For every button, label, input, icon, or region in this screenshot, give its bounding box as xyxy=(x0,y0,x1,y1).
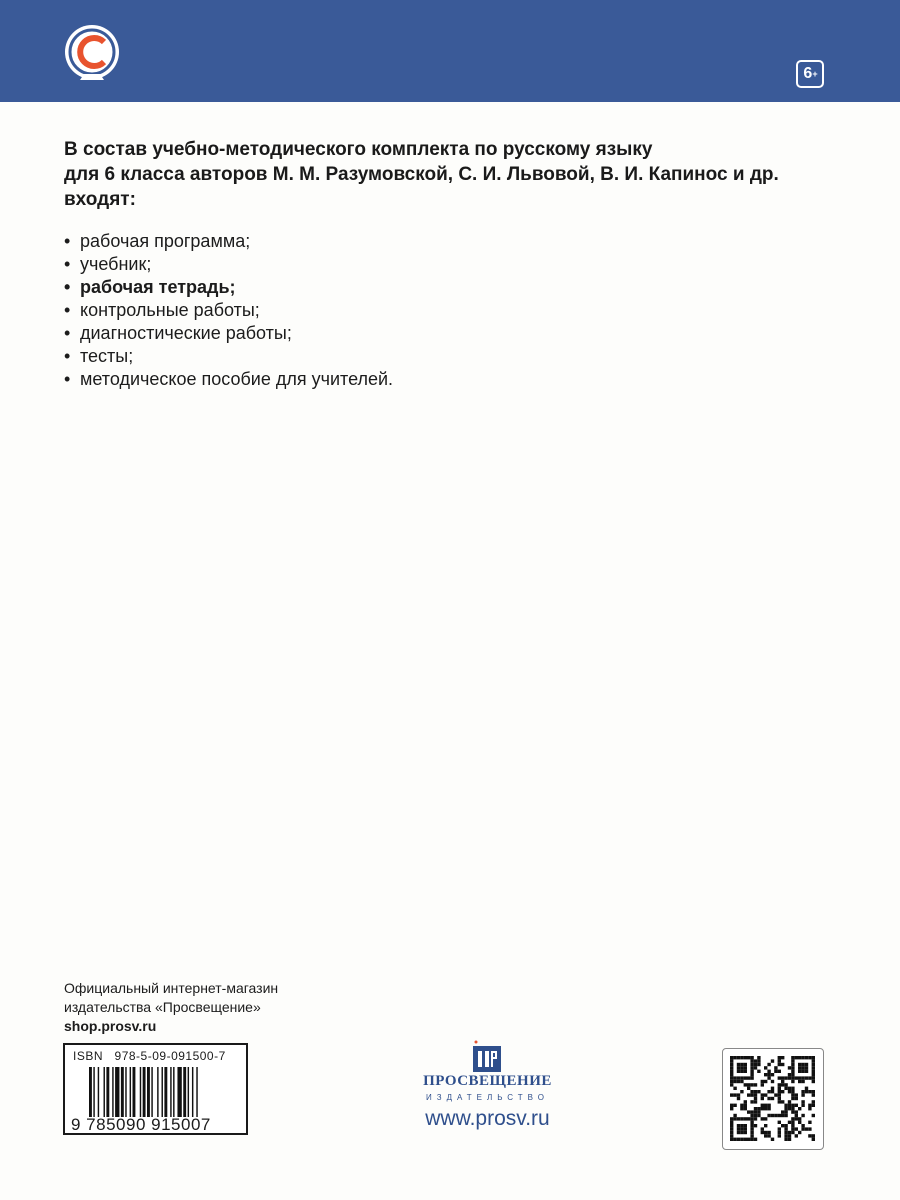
kit-items-list xyxy=(64,230,393,391)
list-item: • тесты; xyxy=(64,346,134,366)
age-rating-badge xyxy=(796,60,824,88)
age-rating-suffix: + xyxy=(812,69,817,79)
publisher-logo-icon xyxy=(470,1040,504,1074)
publisher-url-link[interactable]: www.prosv.ru xyxy=(425,1107,550,1130)
shop-line-1: Официальный интернет-магазин xyxy=(64,980,279,996)
shop-url-link[interactable]: shop.prosv.ru xyxy=(64,1018,157,1034)
prosveshchenie-globe-logo-icon xyxy=(60,22,124,86)
isbn-barcode-box xyxy=(63,1043,248,1135)
header-band xyxy=(0,0,900,102)
intro-line-2: для 6 класса авторов М. М. Разумовской, С. И. Львовой, В. И. Капинос и др. xyxy=(64,164,779,185)
publisher-subtitle: ИЗДАТЕЛЬСТВО xyxy=(426,1093,549,1102)
barcode-digits: 9 785090 915007 xyxy=(71,1115,211,1134)
intro-line-3: входят: xyxy=(64,189,136,210)
list-item: • методическое пособие для учителей. xyxy=(64,369,394,389)
shop-line-2: издательства «Просвещение» xyxy=(64,999,261,1015)
isbn-number: 978-5-09-091500-7 xyxy=(114,1049,226,1063)
list-item: • учебник; xyxy=(64,254,152,274)
list-item: • диагностические работы; xyxy=(64,323,292,343)
list-item-highlighted: • рабочая тетрадь; xyxy=(64,277,236,297)
qr-code-icon xyxy=(723,1049,823,1149)
age-rating-number: 6 xyxy=(803,65,812,82)
list-item: • рабочая программа; xyxy=(64,231,251,251)
publisher-name: ПРОСВЕЩЕНИЕ xyxy=(423,1073,552,1089)
kit-intro-text xyxy=(64,137,854,212)
isbn-label: ISBN 978-5-09-091500-7 xyxy=(73,1049,226,1063)
qr-code-box[interactable] xyxy=(722,1048,824,1150)
intro-line-1: В состав учебно-методического комплекта по русскому языку xyxy=(64,139,653,160)
online-shop-info xyxy=(64,979,278,1036)
list-item: • контрольные работы; xyxy=(64,300,260,320)
barcode-icon xyxy=(89,1067,239,1117)
